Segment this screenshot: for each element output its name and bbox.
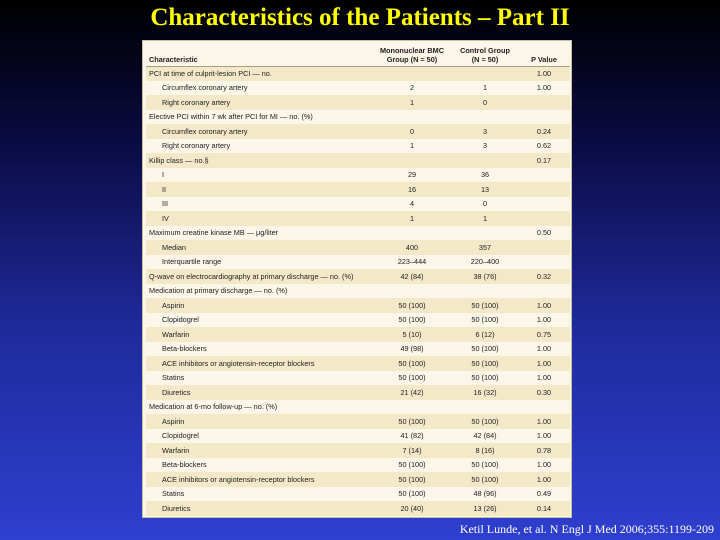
row-characteristic: Statins <box>146 487 372 502</box>
row-bmc-value: 50 (100) <box>372 487 452 502</box>
row-characteristic: Warfarin <box>146 327 372 342</box>
row-characteristic: Q-wave on electrocardiography at primary discharge — no. (%) <box>146 269 372 284</box>
row-bmc-value: 1 <box>372 95 452 110</box>
row-characteristic: Beta-blockers <box>146 342 372 357</box>
row-characteristic: Warfarin <box>146 443 372 458</box>
citation: Ketil Lunde, et al. N Engl J Med 2006;355:1199-209 <box>459 522 714 536</box>
row-control-value: 50 (100) <box>452 313 518 328</box>
table-body <box>146 66 570 516</box>
row-bmc-value: 50 (100) <box>372 472 452 487</box>
row-bmc-value: 49 (98) <box>372 342 452 357</box>
row-p-value <box>518 240 570 255</box>
row-control-value <box>452 153 518 168</box>
row-characteristic: Diuretics <box>146 385 372 400</box>
row-characteristic: Beta-blockers <box>146 458 372 473</box>
row-characteristic: Killip class — no.§ <box>146 153 372 168</box>
table-row <box>146 371 570 386</box>
table-row <box>146 327 570 342</box>
header-bmc-line2: Group (N = 50) <box>386 54 438 64</box>
table-row <box>146 298 570 313</box>
row-control-value <box>452 284 518 299</box>
table-row <box>146 414 570 429</box>
row-control-value <box>452 66 518 81</box>
row-characteristic: ACE inhibitors or angiotensin-receptor blockers <box>146 472 372 487</box>
row-control-value: 0 <box>452 197 518 212</box>
row-bmc-value: 29 <box>372 168 452 183</box>
row-control-value: 42 (84) <box>452 429 518 444</box>
header-p-value: P Value <box>518 44 570 66</box>
row-control-value: 6 (12) <box>452 327 518 342</box>
row-p-value: 1.00 <box>518 313 570 328</box>
row-control-value: 38 (76) <box>452 269 518 284</box>
header-control-line1: Control Group <box>460 45 510 55</box>
table-header-row <box>146 44 570 66</box>
row-characteristic: Elective PCI within 7 wk after PCI for MI — no. (%) <box>146 110 372 125</box>
row-characteristic: IV <box>146 211 372 226</box>
header-control-line2: (N = 50) <box>471 54 499 64</box>
row-control-value: 50 (100) <box>452 342 518 357</box>
row-p-value: 1.00 <box>518 458 570 473</box>
row-p-value: 0.49 <box>518 487 570 502</box>
row-characteristic: Circumflex coronary artery <box>146 124 372 139</box>
row-control-value <box>452 110 518 125</box>
row-bmc-value: 50 (100) <box>372 313 452 328</box>
row-p-value: 1.00 <box>518 356 570 371</box>
row-bmc-value <box>372 284 452 299</box>
row-p-value: 0.30 <box>518 385 570 400</box>
row-control-value <box>452 400 518 415</box>
row-p-value: 0.50 <box>518 226 570 241</box>
table-row <box>146 182 570 197</box>
row-p-value: 1.00 <box>518 371 570 386</box>
row-p-value <box>518 95 570 110</box>
row-p-value <box>518 400 570 415</box>
row-characteristic: II <box>146 182 372 197</box>
header-bmc-group <box>372 44 452 66</box>
table-row <box>146 356 570 371</box>
table-row <box>146 284 570 299</box>
row-control-value: 3 <box>452 139 518 154</box>
table-row <box>146 269 570 284</box>
row-characteristic: Medication at 6-mo follow-up — no. (%) <box>146 400 372 415</box>
table-row <box>146 197 570 212</box>
row-control-value: 36 <box>452 168 518 183</box>
header-bmc-line1: Mononuclear BMC <box>379 45 445 55</box>
row-bmc-value: 20 (40) <box>372 501 452 516</box>
row-characteristic: PCI at time of culprit-lesion PCI — no. <box>146 66 372 81</box>
table-row <box>146 429 570 444</box>
row-p-value: 1.00 <box>518 342 570 357</box>
row-control-value: 50 (100) <box>452 414 518 429</box>
row-p-value: 0.75 <box>518 327 570 342</box>
row-control-value: 13 <box>452 182 518 197</box>
row-bmc-value: 4 <box>372 197 452 212</box>
table-row <box>146 255 570 270</box>
row-characteristic: ACE inhibitors or angiotensin-receptor blockers <box>146 356 372 371</box>
row-bmc-value: 50 (100) <box>372 458 452 473</box>
table-row <box>146 168 570 183</box>
row-bmc-value: 0 <box>372 124 452 139</box>
row-p-value: 1.00 <box>518 298 570 313</box>
row-bmc-value: 400 <box>372 240 452 255</box>
row-bmc-value: 2 <box>372 81 452 96</box>
table-row <box>146 240 570 255</box>
table-row <box>146 400 570 415</box>
table-row <box>146 81 570 96</box>
row-control-value: 8 (16) <box>452 443 518 458</box>
row-bmc-value: 50 (100) <box>372 298 452 313</box>
row-p-value <box>518 255 570 270</box>
row-characteristic: Circumflex coronary artery <box>146 81 372 96</box>
row-characteristic: Right coronary artery <box>146 139 372 154</box>
row-control-value: 1 <box>452 81 518 96</box>
row-characteristic: Median <box>146 240 372 255</box>
row-p-value <box>518 110 570 125</box>
row-p-value: 0.17 <box>518 153 570 168</box>
row-characteristic: Medication at primary discharge — no. (%) <box>146 284 372 299</box>
row-characteristic: Aspirin <box>146 298 372 313</box>
row-bmc-value: 5 (10) <box>372 327 452 342</box>
row-p-value: 0.62 <box>518 139 570 154</box>
patients-table <box>146 44 570 516</box>
row-p-value: 1.00 <box>518 429 570 444</box>
table-row <box>146 313 570 328</box>
table-row <box>146 110 570 125</box>
row-characteristic: Maximum creatine kinase MB — μg/liter <box>146 226 372 241</box>
row-p-value <box>518 284 570 299</box>
table-row <box>146 139 570 154</box>
row-control-value: 50 (100) <box>452 458 518 473</box>
table-row <box>146 342 570 357</box>
row-control-value: 357 <box>452 240 518 255</box>
row-p-value <box>518 182 570 197</box>
row-p-value: 1.00 <box>518 81 570 96</box>
row-characteristic: Clopidogrel <box>146 429 372 444</box>
row-bmc-value <box>372 226 452 241</box>
row-p-value: 0.24 <box>518 124 570 139</box>
row-control-value: 48 (96) <box>452 487 518 502</box>
table-row <box>146 226 570 241</box>
row-p-value: 0.32 <box>518 269 570 284</box>
table-row <box>146 458 570 473</box>
table-row <box>146 385 570 400</box>
row-characteristic: Statins <box>146 371 372 386</box>
row-bmc-value: 50 (100) <box>372 371 452 386</box>
row-bmc-value: 50 (100) <box>372 414 452 429</box>
row-control-value: 220–400 <box>452 255 518 270</box>
row-bmc-value <box>372 66 452 81</box>
row-bmc-value: 16 <box>372 182 452 197</box>
row-control-value: 50 (100) <box>452 472 518 487</box>
row-control-value: 0 <box>452 95 518 110</box>
table-row <box>146 66 570 81</box>
table-row <box>146 95 570 110</box>
row-p-value: 0.78 <box>518 443 570 458</box>
row-control-value: 50 (100) <box>452 298 518 313</box>
row-characteristic: Diuretics <box>146 501 372 516</box>
row-control-value <box>452 226 518 241</box>
row-bmc-value: 223–444 <box>372 255 452 270</box>
header-characteristic: Characteristic <box>146 44 372 66</box>
row-characteristic: I <box>146 168 372 183</box>
table-row <box>146 124 570 139</box>
table-row <box>146 443 570 458</box>
row-bmc-value: 21 (42) <box>372 385 452 400</box>
row-bmc-value: 50 (100) <box>372 356 452 371</box>
row-bmc-value <box>372 153 452 168</box>
table-row <box>146 211 570 226</box>
row-p-value: 1.00 <box>518 472 570 487</box>
row-control-value: 13 (26) <box>452 501 518 516</box>
row-characteristic: Aspirin <box>146 414 372 429</box>
row-p-value: 1.00 <box>518 66 570 81</box>
row-characteristic: Right coronary artery <box>146 95 372 110</box>
row-control-value: 50 (100) <box>452 371 518 386</box>
row-bmc-value: 1 <box>372 211 452 226</box>
row-p-value <box>518 168 570 183</box>
row-bmc-value: 7 (14) <box>372 443 452 458</box>
row-bmc-value: 1 <box>372 139 452 154</box>
row-control-value: 1 <box>452 211 518 226</box>
table-panel <box>142 40 572 518</box>
row-bmc-value: 41 (82) <box>372 429 452 444</box>
slide-title: Characteristics of the Patients – Part II <box>150 4 570 31</box>
row-control-value: 16 (32) <box>452 385 518 400</box>
table-row <box>146 501 570 516</box>
row-p-value: 1.00 <box>518 414 570 429</box>
row-p-value <box>518 211 570 226</box>
row-control-value: 3 <box>452 124 518 139</box>
table-row <box>146 153 570 168</box>
header-control-group <box>452 44 518 66</box>
row-control-value: 50 (100) <box>452 356 518 371</box>
row-bmc-value <box>372 110 452 125</box>
row-characteristic: III <box>146 197 372 212</box>
row-characteristic: Clopidogrel <box>146 313 372 328</box>
table-row <box>146 472 570 487</box>
row-characteristic: Interquartile range <box>146 255 372 270</box>
row-bmc-value <box>372 400 452 415</box>
row-p-value: 0.14 <box>518 501 570 516</box>
row-p-value <box>518 197 570 212</box>
row-bmc-value: 42 (84) <box>372 269 452 284</box>
table-row <box>146 487 570 502</box>
